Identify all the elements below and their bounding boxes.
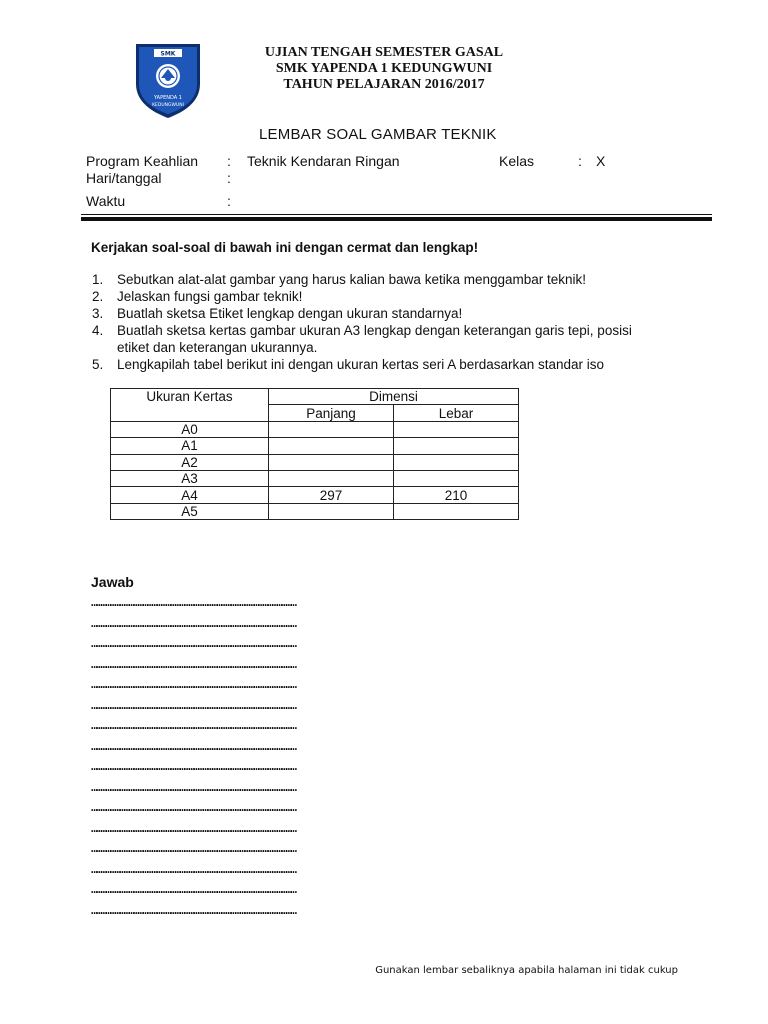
question-item [92, 305, 692, 322]
table-row [111, 454, 519, 470]
cell-length [269, 470, 394, 486]
header-paper-size: Ukuran Kertas [111, 389, 269, 422]
cell-size: A2 [111, 454, 269, 470]
header-width: Lebar [394, 405, 519, 421]
question-item [92, 322, 692, 356]
cell-size: A0 [111, 421, 269, 437]
question-text: Jelaskan fungsi gambar teknik! [117, 289, 303, 304]
document-title: LEMBAR SOAL GAMBAR TEKNIK [259, 126, 497, 143]
answer-line: …………………………………………………………………………………………………………………… [91, 800, 295, 814]
answer-line: …………………………………………………………………………………………………………………… [91, 861, 295, 876]
school-name: SMK YAPENDA 1 KEDUNGWUNI [275, 61, 493, 76]
instruction: Kerjakan soal-soal di bawah ini dengan cermat dan lengkap! [91, 240, 479, 255]
table-row [111, 470, 519, 486]
answer-line: …………………………………………………………………………………………………………………… [91, 615, 295, 630]
logo-text-name: YAPENDA 1 [154, 95, 182, 101]
kelas-value: X [596, 153, 606, 169]
program-colon: : [227, 153, 231, 169]
cell-length [269, 421, 394, 437]
question-number: 1. [92, 272, 104, 287]
cell-length [269, 438, 394, 454]
answer-line: …………………………………………………………………………………………………………………… [91, 779, 295, 794]
table-row [111, 421, 519, 437]
cell-size: A5 [111, 503, 269, 519]
cell-width: 210 [394, 487, 519, 503]
header-dimension: Dimensi [269, 389, 519, 405]
program-value: Teknik Kendaran Ringan [247, 153, 400, 169]
header-length: Panjang [269, 405, 394, 421]
logo-top-text: SMK [160, 50, 176, 58]
academic-year: TAHUN PELAJARAN 2016/2017 [283, 77, 485, 92]
cell-length [269, 454, 394, 470]
answer-line: …………………………………………………………………………………………………………………… [91, 902, 295, 917]
footer-note: Gunakan lembar sebaliknya apabila halaman ini tidak cukup [375, 965, 678, 976]
answer-line: …………………………………………………………………………………………………………………… [91, 656, 295, 671]
question-item [92, 288, 692, 305]
table-row [111, 438, 519, 454]
kelas-label: Kelas [499, 153, 535, 169]
table-row [111, 487, 519, 503]
question-number: 4. [92, 323, 104, 338]
answer-line: …………………………………………………………………………………………………………………… [91, 759, 295, 773]
answer-line: …………………………………………………………………………………………………………………… [91, 697, 295, 712]
cell-width [394, 503, 519, 519]
hari-tanggal-label: Hari/tanggal [86, 170, 162, 186]
answer-line: …………………………………………………………………………………………………………………… [91, 677, 295, 691]
program-label: Program Keahlian [86, 153, 199, 169]
cell-width [394, 470, 519, 486]
cell-size: A4 [111, 487, 269, 503]
cell-width [394, 454, 519, 470]
school-header [230, 45, 538, 93]
question-text: Lengkapilah tabel berikut ini dengan ukuran kertas seri A berdasarkan standar iso [117, 357, 605, 372]
answer-line: …………………………………………………………………………………………………………………… [91, 820, 295, 835]
cell-width [394, 438, 519, 454]
answer-lines [91, 592, 681, 920]
answer-line: …………………………………………………………………………………………………………………… [91, 882, 295, 896]
cell-size: A3 [111, 470, 269, 486]
cell-size: A1 [111, 438, 269, 454]
logo-text-place: KEDUNGWUNI [152, 103, 184, 108]
question-item [92, 356, 692, 373]
question-list [92, 271, 692, 373]
header-rule-thin [81, 214, 712, 215]
question-text: Buatlah sketsa Etiket lengkap dengan ukuran standarnya! [117, 306, 463, 321]
answer-line: …………………………………………………………………………………………………………………… [91, 636, 295, 650]
answer-line: …………………………………………………………………………………………………………………… [91, 841, 295, 855]
school-logo [132, 40, 204, 120]
answer-line: …………………………………………………………………………………………………………………… [91, 738, 295, 753]
question-number: 5. [92, 357, 104, 372]
answer-line: …………………………………………………………………………………………………………………… [91, 595, 295, 609]
cell-length: 297 [269, 487, 394, 503]
question-number: 2. [92, 289, 104, 304]
cell-length [269, 503, 394, 519]
kelas-colon: : [578, 153, 582, 169]
question-text: Sebutkan alat-alat gambar yang harus kalian bawa ketika menggambar teknik! [117, 272, 587, 287]
hari-tanggal-colon: : [227, 170, 231, 186]
table-row [111, 503, 519, 519]
answer-line: …………………………………………………………………………………………………………………… [91, 718, 295, 732]
answer-label: Jawab [91, 574, 134, 590]
question-item [92, 271, 692, 288]
waktu-label: Waktu [86, 193, 126, 209]
exam-name: UJIAN TENGAH SEMESTER GASAL [264, 45, 504, 60]
paper-size-table [110, 388, 519, 520]
header-rule-thick [81, 217, 712, 221]
question-number: 3. [92, 306, 104, 321]
cell-width [394, 421, 519, 437]
question-text: Buatlah sketsa kertas gambar ukuran A3 lengkap dengan keterangan garis tepi, posisi etiket dan keterangan ukurannya. [117, 323, 632, 355]
waktu-colon: : [227, 193, 231, 209]
